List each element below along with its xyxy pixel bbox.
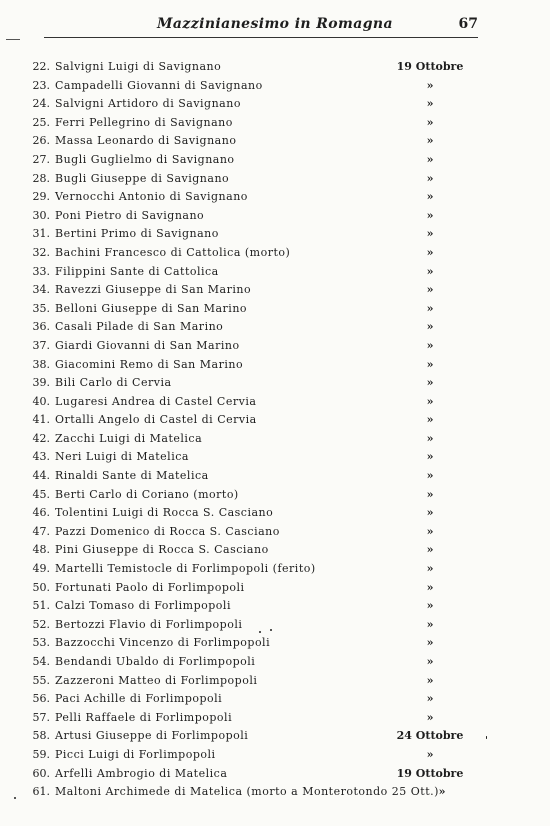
entry-name: Giacomini Remo di San Marino <box>55 357 244 371</box>
entry-number: 61. <box>32 785 50 799</box>
entry-name: Vernocchi Antonio di Savignano <box>55 190 248 204</box>
list-item <box>0 337 550 356</box>
entry-date: » <box>438 785 446 799</box>
list-item <box>0 616 550 635</box>
entry-date: » <box>426 636 434 650</box>
entry-number: 57. <box>32 710 50 724</box>
list-item <box>0 523 550 542</box>
entry-name: Artusi Giuseppe di Forlimpopoli <box>55 729 249 743</box>
list-item <box>0 114 550 133</box>
list-item <box>0 486 550 505</box>
entry-name: Giardi Giovanni di San Marino <box>55 338 240 352</box>
entry-date: » <box>426 524 434 538</box>
entry-date: » <box>426 692 434 706</box>
entry-number: 45. <box>32 487 50 501</box>
entry-date: » <box>426 506 434 520</box>
entry-date: » <box>426 431 434 445</box>
entry-date: 19 Ottobre <box>396 766 464 780</box>
ink-speck <box>259 631 261 633</box>
list-item <box>0 318 550 337</box>
entry-date: » <box>426 97 434 111</box>
header-rule <box>44 37 478 38</box>
entry-number: 33. <box>32 264 50 278</box>
list-item <box>0 95 550 114</box>
entry-date: » <box>426 543 434 557</box>
list-item <box>0 634 550 653</box>
entry-name: Pelli Raffaele di Forlimpopoli <box>55 710 233 724</box>
entry-number: 22. <box>32 60 50 73</box>
entry-date: » <box>426 152 434 166</box>
entry-date: » <box>426 227 434 241</box>
entry-date: » <box>426 487 434 501</box>
list-item <box>0 58 550 77</box>
list-item <box>0 448 550 467</box>
entry-name: Bili Carlo di Cervia <box>55 376 172 390</box>
entry-name: Ravezzi Giuseppe di San Marino <box>55 283 252 297</box>
entry-number: 52. <box>32 617 50 631</box>
entry-date: » <box>426 338 434 352</box>
list-item <box>0 727 550 746</box>
entry-name: Rinaldi Sante di Matelica <box>55 469 209 483</box>
page-header <box>0 10 550 40</box>
entry-date: » <box>426 283 434 297</box>
entry-name: Calzi Tomaso di Forlimpopoli <box>55 599 231 613</box>
entry-number: 37. <box>32 338 50 352</box>
entry-name: Bazzocchi Vincenzo di Forlimpopoli <box>55 636 271 650</box>
entry-number: 48. <box>32 543 50 557</box>
entry-number: 60. <box>32 766 50 780</box>
entry-number: 28. <box>32 171 50 185</box>
list-item <box>0 244 550 263</box>
entry-number: 50. <box>32 580 50 594</box>
entry-name: Salvigni Artidoro di Savignano <box>55 97 241 111</box>
entry-name: Bertozzi Flavio di Forlimpopoli <box>55 617 243 631</box>
entry-number: 43. <box>32 450 50 464</box>
list-item <box>0 170 550 189</box>
list-item <box>0 411 550 430</box>
entry-name: Picci Luigi di Forlimpopoli <box>55 747 216 761</box>
entry-name: Bachini Francesco di Cattolica (morto) <box>55 245 291 259</box>
entry-date: » <box>426 264 434 278</box>
list-item <box>0 765 550 784</box>
entry-name: Neri Luigi di Matelica <box>55 450 189 464</box>
entry-date: » <box>426 710 434 724</box>
entry-number: 32. <box>32 245 50 259</box>
entry-number: 47. <box>32 524 50 538</box>
entry-date: » <box>426 469 434 483</box>
list-item <box>0 132 550 151</box>
entry-name: Massa Leonardo di Savignano <box>55 134 237 148</box>
entry-number: 42. <box>32 431 50 445</box>
entry-number: 39. <box>32 376 50 390</box>
list-item <box>0 560 550 579</box>
entry-date: » <box>426 245 434 259</box>
entry-date: » <box>426 580 434 594</box>
entry-number: 51. <box>32 599 50 613</box>
entry-name: Poni Pietro di Savignano <box>55 208 205 222</box>
entry-name: Fortunati Paolo di Forlimpopoli <box>55 580 245 594</box>
entry-name: Martelli Temistocle di Forlimpopoli (ferito) <box>55 562 316 576</box>
entry-number: 56. <box>32 692 50 706</box>
entry-date: 19 Ottobre <box>396 60 464 73</box>
entry-date: » <box>426 394 434 408</box>
entry-date: » <box>426 376 434 390</box>
list-item <box>0 263 550 282</box>
entry-name: Campadelli Giovanni di Savignano <box>55 78 263 92</box>
list-item <box>0 541 550 560</box>
entry-name: Filippini Sante di Cattolica <box>55 264 219 278</box>
entry-number: 40. <box>32 394 50 408</box>
page-number: 67 <box>458 16 478 32</box>
entry-date: » <box>426 599 434 613</box>
entry-number: 55. <box>32 673 50 687</box>
entry-name: Bugli Giuseppe di Savignano <box>55 171 230 185</box>
entry-number: 27. <box>32 152 50 166</box>
list-item <box>0 374 550 393</box>
entry-number: 46. <box>32 506 50 520</box>
entry-number: 49. <box>32 562 50 576</box>
entry-name: Ferri Pellegrino di Savignano <box>55 115 233 129</box>
entry-number: 44. <box>32 469 50 483</box>
entry-name: Belloni Giuseppe di San Marino <box>55 301 248 315</box>
entry-name: Paci Achille di Forlimpopoli <box>55 692 223 706</box>
entry-number: 30. <box>32 208 50 222</box>
entry-name: Pini Giuseppe di Rocca S. Casciano <box>55 543 269 557</box>
entry-date: » <box>426 171 434 185</box>
ink-speck <box>14 797 16 799</box>
list-item <box>0 77 550 96</box>
entry-date: » <box>426 450 434 464</box>
list-item <box>0 281 550 300</box>
entry-number: 31. <box>32 227 50 241</box>
list-item <box>0 709 550 728</box>
entry-date: » <box>426 301 434 315</box>
entry-number: 59. <box>32 747 50 761</box>
list-item <box>0 188 550 207</box>
entry-name: Arfelli Ambrogio di Matelica <box>55 766 228 780</box>
entry-number: 24. <box>32 97 50 111</box>
entry-number: 34. <box>32 283 50 297</box>
entry-number: 58. <box>32 729 50 743</box>
margin-mark <box>6 39 20 40</box>
entry-date: » <box>426 320 434 334</box>
entry-name: Lugaresi Andrea di Castel Cervia <box>55 394 257 408</box>
list-item <box>0 430 550 449</box>
entry-name: Casali Pilade di San Marino <box>55 320 224 334</box>
list-item <box>0 672 550 691</box>
list-item <box>0 504 550 523</box>
entry-name: Maltoni Archimede di Matelica (morto a Monterotondo 25 Ott.) <box>55 785 439 799</box>
entry-name: Bertini Primo di Savignano <box>55 227 219 241</box>
entry-name: Pazzi Domenico di Rocca S. Casciano <box>55 524 280 538</box>
entry-name: Ortalli Angelo di Castel di Cervia <box>55 413 257 427</box>
entry-date: » <box>426 115 434 129</box>
list-item <box>0 653 550 672</box>
entry-number: 38. <box>32 357 50 371</box>
entry-name: Zacchi Luigi di Matelica <box>55 431 203 445</box>
entry-number: 35. <box>32 301 50 315</box>
entry-date: » <box>426 208 434 222</box>
entry-date: » <box>426 78 434 92</box>
list-item <box>0 467 550 486</box>
entry-number: 41. <box>32 413 50 427</box>
list-item <box>0 356 550 375</box>
entry-date: » <box>426 134 434 148</box>
ink-speck <box>486 736 487 739</box>
entry-number: 36. <box>32 320 50 334</box>
list-item <box>0 579 550 598</box>
entry-date: » <box>426 747 434 761</box>
entry-number: 25. <box>32 115 50 129</box>
list-item <box>0 783 550 802</box>
list-item <box>0 597 550 616</box>
list-item <box>0 207 550 226</box>
ink-speck <box>270 629 272 631</box>
list-item <box>0 690 550 709</box>
list-item <box>0 746 550 765</box>
running-title: Mazzinianesimo in Romagna <box>157 16 393 32</box>
entry-date: » <box>426 413 434 427</box>
entry-date: 24 Ottobre <box>396 729 464 743</box>
entry-number: 23. <box>32 78 50 92</box>
entry-number: 29. <box>32 190 50 204</box>
entry-date: » <box>426 617 434 631</box>
entry-name: Bugli Guglielmo di Savignano <box>55 152 235 166</box>
entry-date: » <box>426 357 434 371</box>
entry-name: Salvigni Luigi di Savignano <box>55 60 222 73</box>
entry-date: » <box>426 655 434 668</box>
list-item <box>0 225 550 244</box>
entry-date: » <box>426 562 434 576</box>
entry-date: » <box>426 673 434 687</box>
entry-name: Zazzeroni Matteo di Forlimpopoli <box>55 673 258 687</box>
list-item <box>0 300 550 319</box>
name-list <box>0 58 550 802</box>
entry-name: Tolentini Luigi di Rocca S. Casciano <box>55 506 274 520</box>
entry-name: Bendandi Ubaldo di Forlimpopoli <box>55 655 256 668</box>
entry-name: Berti Carlo di Coriano (morto) <box>55 487 239 501</box>
entry-date: » <box>426 190 434 204</box>
entry-number: 53. <box>32 636 50 650</box>
entry-number: 54. <box>32 655 50 668</box>
list-item <box>0 151 550 170</box>
list-item <box>0 393 550 412</box>
entry-number: 26. <box>32 134 50 148</box>
